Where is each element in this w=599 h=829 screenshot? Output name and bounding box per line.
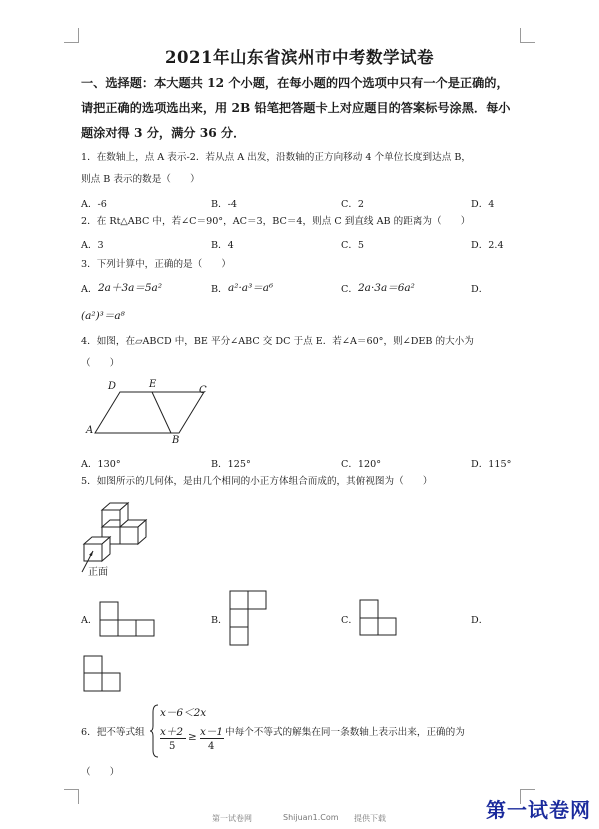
q6-frac-left-numerator: x＋2	[160, 726, 184, 738]
q3-option-a-label: A．	[81, 284, 98, 295]
parallelogram-abcd	[95, 392, 204, 433]
q6-answer-paren: （ ）	[81, 767, 120, 778]
q6-stem-prefix: 6．把不等式组	[81, 727, 145, 738]
crop-mark-bottom-left	[64, 789, 79, 804]
q6-frac-right-bar	[200, 738, 224, 739]
footer-site-name: 第一试卷网	[212, 814, 252, 823]
figure-label-e: E	[149, 379, 157, 390]
q3-option-c-expr: 2a·3a＝6a²	[358, 282, 415, 294]
q2-stem: 2．在 Rt△ABC 中，若∠C＝90°，AC＝3，BC＝4，则点 C 到直线 AB 的距离为（ ）	[81, 216, 471, 227]
q6-frac-left-bar	[160, 738, 186, 739]
q1-option-a: A．-6	[81, 199, 107, 210]
q3-option-a-expr: 2a＋3a＝5a²	[98, 282, 163, 294]
q6-geq-sign: ≥	[188, 731, 197, 743]
q6-brace	[150, 704, 160, 758]
q6-stem-suffix: 中每个不等式的解集在同一条数轴上表示出来，正确的为	[225, 727, 465, 738]
q2-option-d: D．2.4	[471, 240, 504, 251]
q6-frac-right-numerator: x－1	[200, 726, 224, 738]
q5-option-d-label: D．	[471, 615, 489, 626]
section-heading-line-2: 请把正确的选项选出来，用 2B 铅笔把答题卡上对应题目的答案标号涂黑．每小	[81, 101, 511, 115]
q4-stem-line-1: 4．如图，在▱ABCD 中，BE 平分∠ABC 交 DC 于点 E．若∠A＝60°，则∠DEB 的大小为	[81, 336, 474, 347]
q1-option-c: C．2	[341, 199, 365, 210]
q4-option-b: B．125°	[211, 459, 251, 470]
q5-option-b-label: B．	[211, 615, 228, 626]
brand-watermark-logo: 第一试卷网	[486, 798, 591, 822]
q5-option-c-label: C．	[341, 615, 358, 626]
figure-label-b: B	[172, 435, 180, 446]
section-heading-line-3: 题涂对得 3 分，满分 36 分．	[81, 126, 246, 140]
q3-option-d-label: D．	[471, 284, 489, 295]
q4-option-d: D．115°	[471, 459, 512, 470]
q4-option-c: C．120°	[341, 459, 382, 470]
q5-option-c-view	[358, 598, 400, 638]
crop-mark-top-right	[520, 28, 535, 43]
q6-frac-right-denominator: 4	[208, 741, 215, 752]
front-view-label: 正面	[88, 567, 108, 578]
figure-label-a: A	[86, 425, 94, 436]
q6-inequality-1: x－6＜2x	[160, 707, 207, 719]
q3-option-d-expr: (a²)³＝a⁸	[81, 310, 125, 322]
q5-option-b-view	[228, 589, 270, 647]
q5-option-a-view	[98, 600, 158, 638]
footer-download-text: 提供下载	[354, 814, 386, 823]
q5-stem: 5．如图所示的几何体，是由几个相同的小正方体组合而成的，其俯视图为（ ）	[81, 476, 433, 487]
q3-option-b-expr: a²·a³＝a⁶	[228, 282, 274, 294]
q1-option-b: B．-4	[211, 199, 237, 210]
q2-option-c: C．5	[341, 240, 365, 251]
q1-option-d: D．4	[471, 199, 495, 210]
page-title: 2021年山东省滨州市中考数学试卷	[165, 48, 434, 67]
q4-stem-line-2: （ ）	[81, 358, 120, 369]
q3-option-c-label: C．	[341, 284, 358, 295]
q1-stem-line-2: 则点 B 表示的数是（ ）	[81, 174, 200, 185]
segment-be	[152, 392, 171, 433]
q5-option-a-label: A．	[81, 615, 98, 626]
q4-option-a: A．130°	[81, 459, 121, 470]
q6-frac-left-denominator: 5	[169, 741, 176, 752]
crop-mark-top-left	[64, 28, 79, 43]
q3-stem: 3．下列计算中，正确的是（ ）	[81, 259, 232, 270]
figure-label-d: D	[108, 381, 117, 392]
q2-option-a: A．3	[81, 240, 104, 251]
figure-label-c: C	[199, 385, 207, 396]
section-heading-line-1: 一、选择题：本大题共 12 个小题，在每小题的四个选项中只有一个是正确的，	[81, 76, 509, 90]
q1-stem-line-1: 1．在数轴上，点 A 表示-2．若从点 A 出发，沿数轴的正方向移动 4 个单位长度到达点 B，	[81, 152, 471, 163]
footer-site-url[interactable]: Shijuan1.Com	[283, 813, 339, 822]
q5-option-d-view	[82, 654, 124, 694]
q2-option-b: B．4	[211, 240, 234, 251]
q3-option-b-label: B．	[211, 284, 228, 295]
